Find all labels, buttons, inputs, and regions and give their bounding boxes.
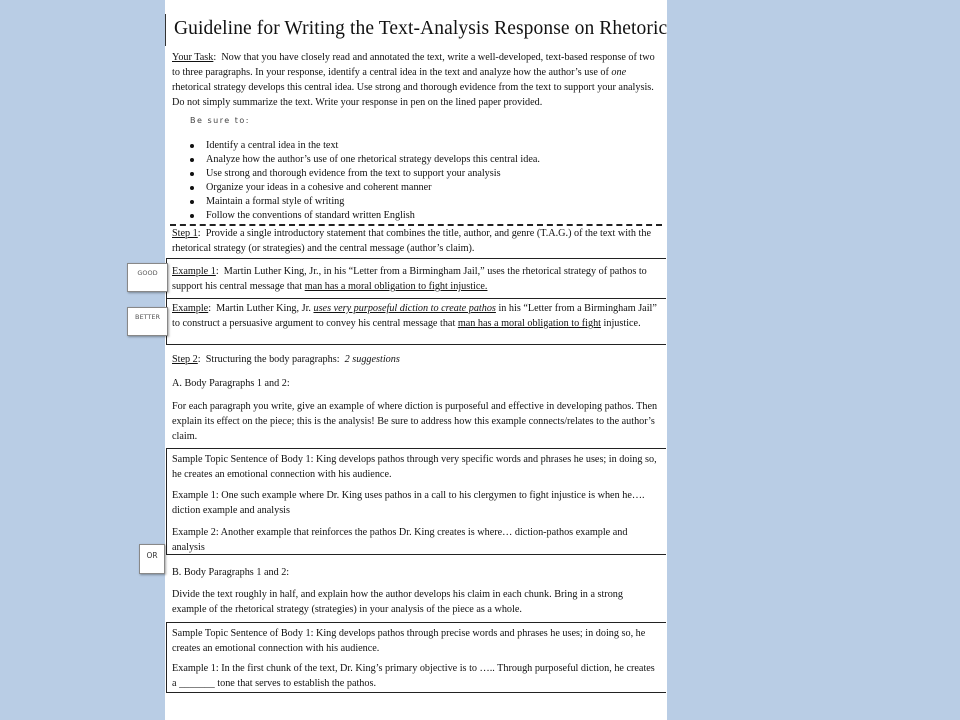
- examples-box-bottom: [166, 344, 666, 345]
- example1-label: Example 1: [172, 266, 216, 277]
- example2-italic: uses very purposeful diction to create pathos: [313, 303, 496, 314]
- section-a-topic-sentence: Sample Topic Sentence of Body 1: King develops pathos through very specific words and phrases he uses; in doing so, he creates an emotional connection with his audience.: [172, 454, 657, 480]
- section-a-box-top: [166, 448, 666, 449]
- example2-claim: man has a moral obligation to fight: [457, 318, 601, 329]
- list-item: Analyze how the author’s use of one rhetorical strategy develops this central idea.: [190, 153, 540, 167]
- step2-suggestions: 2 suggestions: [344, 354, 400, 365]
- list-item: Follow the conventions of standard written English: [190, 209, 540, 223]
- task-paragraph: Your Task: Now that you have closely read and annotated the text, write a well-developed, text-based response of two to three paragraphs. In your response, identify a central idea in the text and analyze how the author’s use of one rhetorical strategy develops this central idea. Use strong and thorough evidence from the text to support your analysis. Do not simply summarize the text. Write your response in pen on the lined paper provided.: [172, 52, 655, 108]
- title-rule: [165, 14, 166, 46]
- example1-paragraph: Example 1: Martin Luther King, Jr., in his “Letter from a Birmingham Jail,” uses the rhetorical strategy of pathos to support his central message that man has a moral obligation to fight injustice.: [172, 266, 647, 292]
- bullet-icon: [190, 172, 194, 176]
- step2-label: Step 2: [172, 354, 198, 365]
- section-a-text: For each paragraph you write, give an example of where diction is purposeful and effective in developing pathos. Then explain its effect on the piece; this is the analysis! Be sure to address how this example connects/relates to the author’s claim.: [172, 401, 658, 442]
- page-title: Guideline for Writing the Text-Analysis Response on Rhetoric: [174, 18, 668, 39]
- list-item: Maintain a formal style of writing: [190, 195, 540, 209]
- section-b-box-top: [166, 622, 666, 623]
- example1-claim: man has a moral obligation to fight injustice.: [304, 281, 488, 292]
- list-item: Identify a central idea in the text: [190, 139, 540, 153]
- section-a-example1: Example 1: One such example where Dr. King uses pathos in a call to his clergymen to fight injustice is when he…. diction example and analysis: [172, 490, 645, 516]
- step2-paragraph: Step 2: Structuring the body paragraphs: 2 suggestions: [172, 354, 400, 365]
- task-emphasis: one: [611, 67, 627, 78]
- list-item: Organize your ideas in a cohesive and coherent manner: [190, 181, 540, 195]
- be-sure-list: [190, 139, 540, 223]
- step1-text: Provide a single introductory statement that combines the title, author, and genre (T.A.G.) of the text with the rhetorical strategy (or strategies) and the central message (author’s claim).: [172, 228, 651, 254]
- bullet-icon: [190, 200, 194, 204]
- bullet-icon: [190, 158, 194, 162]
- good-tag: GOOD: [127, 263, 168, 292]
- be-sure-label: Be sure to:: [190, 116, 250, 125]
- better-tag: BETTER: [127, 307, 168, 336]
- section-a-heading: A. Body Paragraphs 1 and 2:: [172, 378, 290, 389]
- task-label: Your Task: [172, 52, 214, 63]
- section-b-topic-sentence: Sample Topic Sentence of Body 1: King develops pathos through precise words and phrases he uses; in doing so, he creates an emotional connection with his audience.: [172, 628, 646, 654]
- bullet-icon: [190, 144, 194, 148]
- step1-paragraph: Step 1: Provide a single introductory statement that combines the title, author, and genre (T.A.G.) of the text with the rhetorical strategy (or strategies) and the central message (author’s claim).: [172, 228, 651, 254]
- section-b-box-left: [166, 622, 167, 692]
- examples-box-divider: [166, 298, 666, 299]
- section-b-text: Divide the text roughly in half, and explain how the author develops his claim in each chunk. Bring in a strong example of the rhetorical strategy (strategies) in your analysis of the piece as a whole.: [172, 589, 623, 615]
- step1-label: Step 1: [172, 228, 198, 239]
- task-text-after: rhetorical strategy develops this central idea. Use strong and thorough evidence from the text to support your analysis. Do not simply summarize the text. Write your response in pen on the lined paper provided.: [172, 82, 654, 108]
- section-b-box-bottom: [166, 692, 666, 693]
- example2-paragraph: Example: Martin Luther King, Jr. uses very purposeful diction to create pathos in his “Letter from a Birmingham Jail” to construct a persuasive argument to convey his central message that man has a moral obligation to fight injustice.: [172, 303, 657, 329]
- bullet-icon: [190, 186, 194, 190]
- section-b-example1: Example 1: In the first chunk of the text, Dr. King’s primary objective is to ….. Through purposeful diction, he creates a _______ tone that serves to establish the pathos.: [172, 663, 655, 689]
- bullet-icon: [190, 214, 194, 218]
- or-tag: OR: [139, 544, 165, 574]
- section-a-box-left: [166, 448, 167, 554]
- example2-label: Example: [172, 303, 209, 314]
- section-b-heading: B. Body Paragraphs 1 and 2:: [172, 567, 290, 578]
- section-a-example2: Example 2: Another example that reinforces the pathos Dr. King creates is where… diction-pathos example and analysis: [172, 527, 628, 553]
- examples-box-top: [166, 258, 666, 259]
- list-item: Use strong and thorough evidence from the text to support your analysis: [190, 167, 540, 181]
- task-text-before: Now that you have closely read and annotated the text, write a well-developed, text-based response of two to three paragraphs. In your response, identify a central idea in the text and analyze how the author’s use of: [172, 52, 655, 78]
